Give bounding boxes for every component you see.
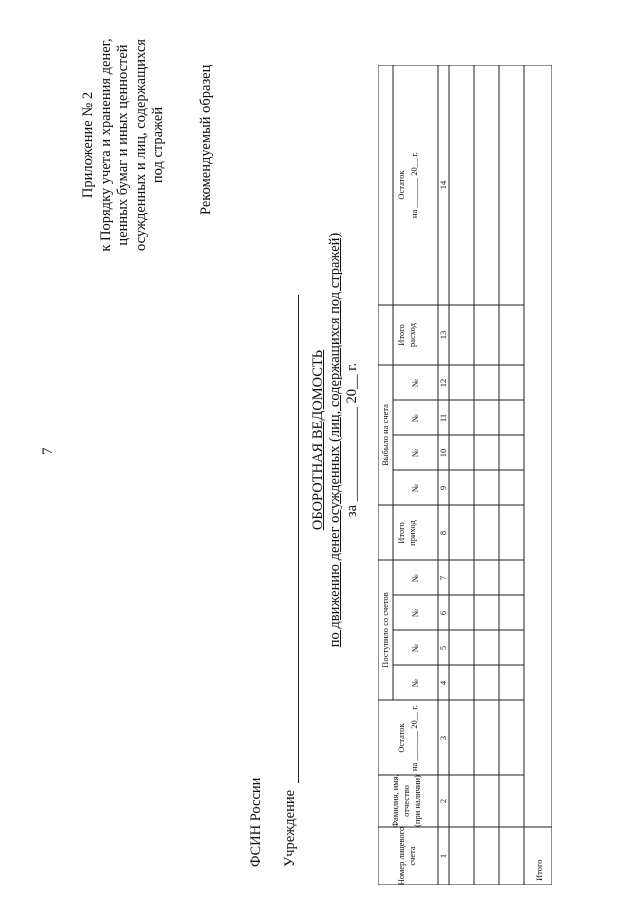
header-received-no-3: № <box>410 608 420 618</box>
header-expense-total-line-1: Итого <box>396 324 406 346</box>
header-paid-no-4: № <box>410 378 420 388</box>
header-income-total-line-2: приход <box>407 520 417 546</box>
column-number-8: 8 <box>438 530 448 536</box>
column-number-1: 1 <box>438 853 448 859</box>
header-balance-start-line-1: Остаток <box>396 723 406 753</box>
column-number-11: 11 <box>438 413 448 423</box>
total-row-label: Итого <box>534 859 544 881</box>
appendix-line-2: к Порядку учета и хранения денег, <box>97 38 114 252</box>
document-title-block <box>310 225 361 655</box>
turnover-table <box>378 65 552 885</box>
page-number: 7 <box>40 447 56 455</box>
header-received-no-4: № <box>410 573 420 583</box>
header-received-no-2: № <box>410 643 420 653</box>
header-received-no-1: № <box>410 678 420 688</box>
header-name-line-1: Фамилия, имя, <box>390 774 400 828</box>
column-number-12: 12 <box>438 378 448 388</box>
header-balance-end-line-2: на _______ 20__ г. <box>409 151 419 219</box>
column-number-3: 3 <box>438 735 448 741</box>
appendix-line-3: ценных бумаг и иных ценностей <box>115 44 131 246</box>
header-received: Поступило со счетов <box>380 592 390 668</box>
appendix-line-5: под стражей <box>150 106 166 184</box>
appendix-line-1: Приложение № 2 <box>80 91 96 199</box>
recommended-sample-label: Рекомендуемый образец <box>198 64 214 215</box>
column-number-14: 14 <box>438 180 448 190</box>
column-number-13: 13 <box>438 330 448 340</box>
column-number-5: 5 <box>438 645 448 651</box>
appendix-line-4: осужденных и лиц, содержащихся <box>132 39 149 251</box>
header-account-line-2: счета <box>407 846 417 866</box>
column-number-10: 10 <box>438 448 448 458</box>
column-number-4: 4 <box>438 680 448 686</box>
document-period: за _____________ 20__ г. <box>344 362 360 518</box>
column-number-9: 9 <box>438 485 448 491</box>
header-name-line-3: (при наличии) <box>412 775 422 827</box>
header-income-total-line-1: Итого <box>396 522 406 544</box>
header-expense-total-line-2: расход <box>407 323 417 347</box>
header-account-line-1: Номер лицевого <box>396 826 406 885</box>
document-subtitle: по движению денег осужденных (лиц, содержащихся под стражей) <box>327 232 343 648</box>
header-paid: Выбыло на счета <box>380 404 390 466</box>
column-number-7: 7 <box>438 575 448 581</box>
header-paid-no-1: № <box>410 483 420 493</box>
organization-name: ФСИН России <box>248 777 264 867</box>
institution-fill-line <box>298 295 299 783</box>
header-name-line-2: отчество <box>401 785 411 817</box>
column-number-6: 6 <box>438 610 448 616</box>
header-balance-end-line-1: Остаток <box>396 170 406 200</box>
document-title: ОБОРОТНАЯ ВЕДОМОСТЬ <box>310 349 326 531</box>
appendix-caption <box>80 15 168 275</box>
header-paid-no-2: № <box>410 448 420 458</box>
header-balance-start-line-2: на _______ 20__ г. <box>409 704 419 772</box>
institution-label: Учреждение <box>282 789 298 867</box>
header-paid-no-3: № <box>410 413 420 423</box>
column-number-2: 2 <box>438 798 448 804</box>
